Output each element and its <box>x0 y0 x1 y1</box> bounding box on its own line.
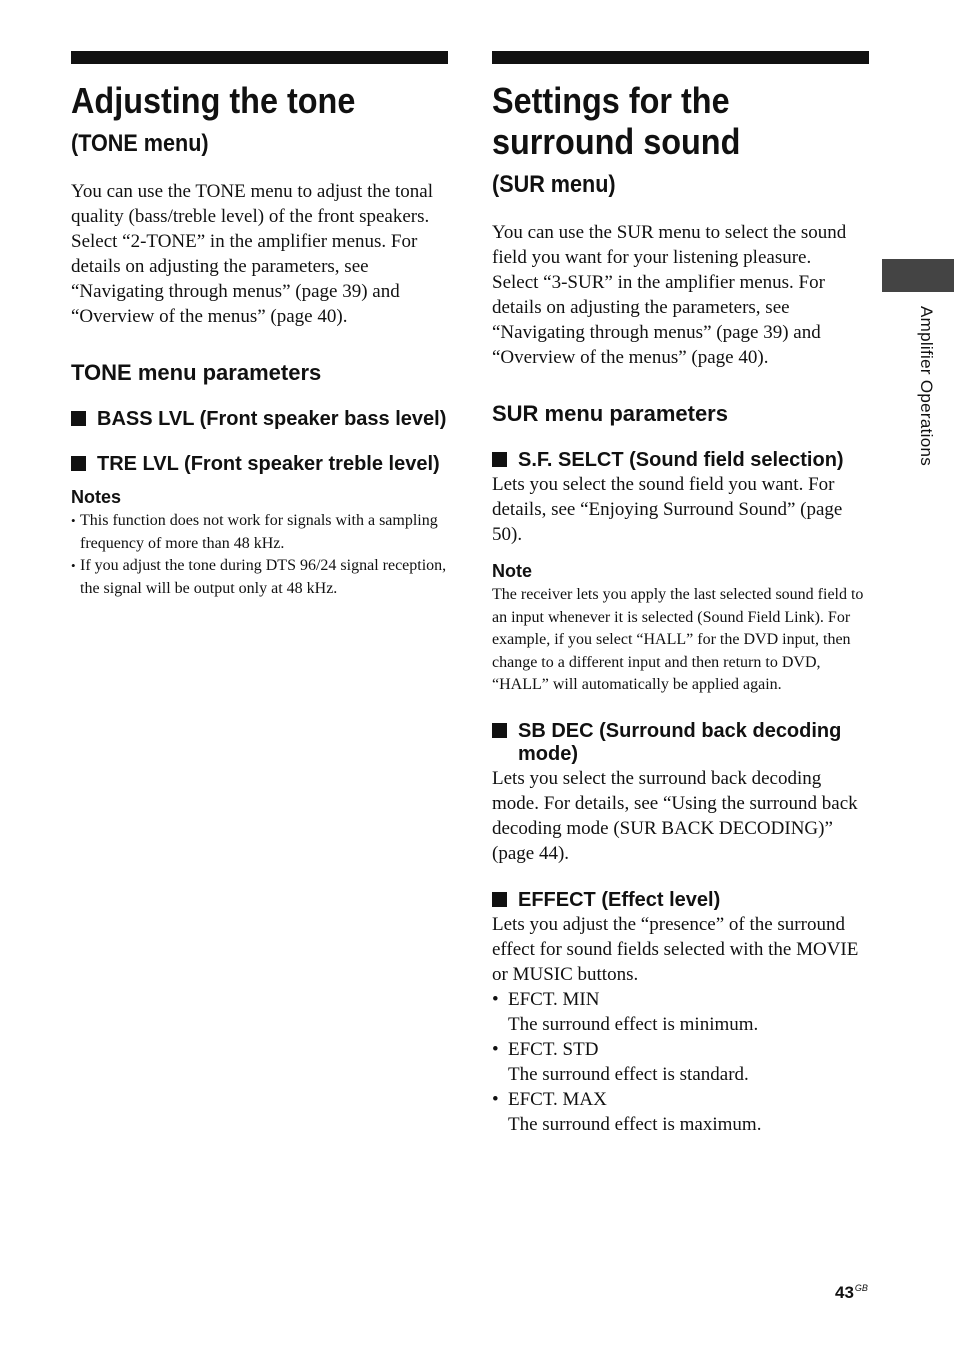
effect-options-list <box>492 987 869 1137</box>
page-number: $43^{GB}$ <box>835 1283 868 1302</box>
section-rule <box>492 51 869 64</box>
square-bullet-icon <box>71 408 97 431</box>
effect-text: Lets you adjust the “presence” of the surround effect for sound fields selected with the MOVIE or MUSIC buttons. <box>492 913 859 985</box>
square-bullet-icon <box>492 449 518 472</box>
square-bullet-icon <box>492 720 518 766</box>
param-heading-sb-dec: SB DEC (Surround back decoding mode) <box>492 720 869 766</box>
list-item: • EFCT. STD The surround effect is standard. <box>492 1038 749 1085</box>
chapter-tab-marker <box>882 259 954 292</box>
list-item: • EFCT. MAX The surround effect is maximum. <box>492 1088 762 1135</box>
note-heading: Note <box>492 561 532 581</box>
param-heading-bass: BASS LVL (Front speaker bass level) <box>71 408 448 431</box>
param-heading-effect: EFFECT (Effect level) <box>492 889 869 912</box>
subtitle-tone-menu: (TONE menu) <box>71 130 209 157</box>
tone-params-heading: TONE menu parameters <box>71 360 322 385</box>
notes-list <box>71 510 448 600</box>
square-bullet-icon <box>492 889 518 912</box>
param-heading-sound-field: S.F. SELCT (Sound field selection) <box>492 449 869 472</box>
sur-params-heading: SUR menu parameters <box>492 401 728 426</box>
sb-dec-text: Lets you select the surround back decoding mode. For details, see “Using the surround back decoding mode (SUR BACK DECODING)” (page 44). <box>492 767 858 864</box>
intro-paragraph: You can use the TONE menu to adjust the tonal quality (bass/treble level) of the front speakers. <box>71 181 434 227</box>
notes-heading: Notes <box>71 487 122 507</box>
list-item: • This function does not work for signals with a sampling frequency of more than 48 kHz. <box>71 510 448 555</box>
param-heading-treble: TRE LVL (Front speaker treble level) <box>71 453 448 476</box>
right-column <box>492 51 869 1137</box>
list-item: • EFCT. MIN The surround effect is minimum. <box>492 988 759 1035</box>
subtitle-sur-menu: (SUR menu) <box>492 171 616 198</box>
section-rule <box>71 51 448 64</box>
intro-paragraph: Select “3-SUR” in the amplifier menus. For details on adjusting the parameters, see “Navigating through menus” (page 39) and “Overview of the menus” (page 40). <box>492 272 825 368</box>
list-item: • If you adjust the tone during DTS 96/24 signal reception, the signal will be output only at 48 kHz. <box>71 555 448 600</box>
sound-field-text: Lets you select the sound field you want. For details, see “Enjoying Surround Sound” (page 50). <box>492 474 843 545</box>
chapter-tab-label: Amplifier Operations <box>917 306 936 467</box>
page-title-tone: Adjusting the tone <box>71 80 356 121</box>
intro-paragraph: Select “2-TONE” in the amplifier menus. For details on adjusting the parameters, see “Navigating through menus” (page 39) and “Overview of the menus” (page 40). <box>71 231 418 327</box>
page-title-surround: Settings for the surround sound <box>492 80 741 162</box>
intro-paragraph: You can use the SUR menu to select the sound field you want for your listening pleasure. <box>492 222 847 268</box>
square-bullet-icon <box>71 453 97 476</box>
left-column <box>71 51 448 600</box>
note-text: The receiver lets you apply the last selected sound field to an input whenever it is selected (Sound Field Link). For example, if you select “HALL” for the DVD input, then change to a different input and then return to DVD, “HALL” will automatically be applied again. <box>492 586 864 693</box>
